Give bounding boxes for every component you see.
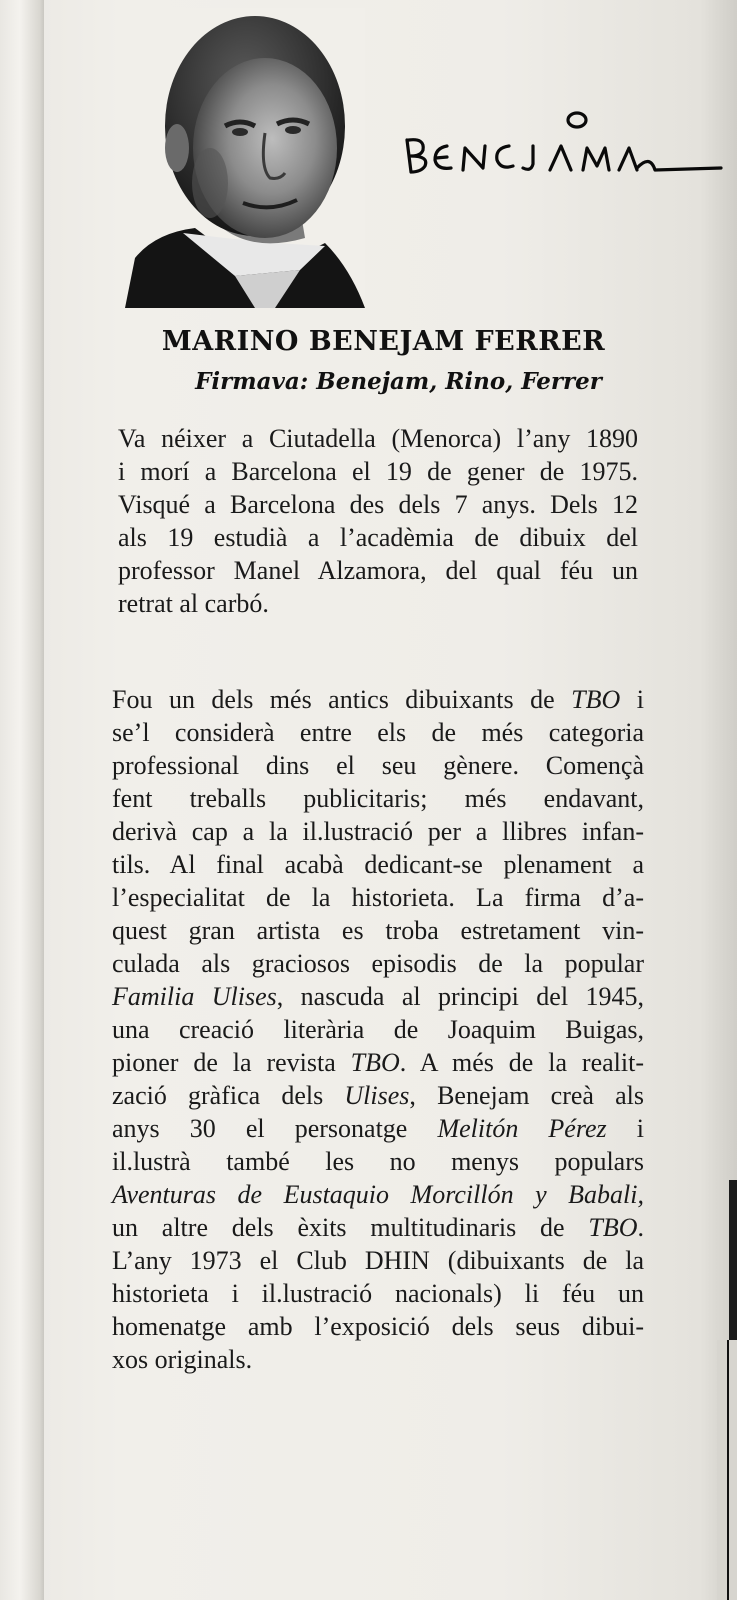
text-line: il.lustrà també les no menys populars [112, 1147, 644, 1176]
text-line: i morí a Barcelona el 19 de gener de 1975. [118, 457, 638, 486]
text-line: professor Manel Alzamora, del qual féu un [118, 556, 638, 585]
text-line: Va néixer a Ciutadella (Menorca) l’any 1890 [118, 424, 638, 453]
text-line: historieta i il.lustració nacionals) li féu un [112, 1279, 644, 1308]
biography-paragraph-2 [112, 683, 644, 1376]
text-line: anys 30 el personatge Melitón Pérez i [112, 1114, 644, 1143]
text-line: quest gran artista es troba estretament vin- [112, 916, 644, 945]
text-line: als 19 estudià a l’acadèmia de dibuix del [118, 523, 638, 552]
artist-name: MARINO BENEJAM FERRER [161, 326, 606, 357]
page-gutter [0, 0, 44, 1600]
signed-as-line: Firmava: Benejam, Rino, Ferrer [195, 368, 602, 395]
text-line: una creació literària de Joaquim Buigas, [112, 1015, 644, 1044]
biography-paragraph-1 [118, 422, 638, 620]
text-line: fent treballs publicitaris; més endavant, [112, 784, 644, 813]
text-line: Fou un dels més antics dibuixants de TBO i [112, 685, 644, 714]
text-line: professional dins el seu gènere. Començà [112, 751, 644, 780]
text-line: se’l considerà entre els de més categoria [112, 718, 644, 747]
text-line: Familia Ulises, nascuda al principi del 1945, [112, 982, 644, 1011]
portrait-photo [125, 8, 365, 308]
signature-image [405, 110, 725, 200]
text-line: zació gràfica dels Ulises, Benejam creà als [112, 1081, 644, 1110]
text-line: l’especialitat de la historieta. La firma d’a- [112, 883, 644, 912]
page-edge-border [717, 1340, 737, 1600]
text-line: derivà cap a la il.lustració per a llibres infan- [112, 817, 644, 846]
text-line: Visqué a Barcelona des dels 7 anys. Dels 12 [118, 490, 638, 519]
text-line: pioner de la revista TBO. A més de la realit- [112, 1048, 644, 1077]
text-line: L’any 1973 el Club DHIN (dibuixants de la [112, 1246, 644, 1275]
text-line: retrat al carbó. [118, 589, 269, 618]
text-line: un altre dels èxits multitudinaris de TBO. [112, 1213, 644, 1242]
text-line: xos originals. [112, 1345, 253, 1374]
text-line: tils. Al final acabà dedicant-se plenament a [112, 850, 644, 879]
text-line: culada als graciosos episodis de la popular [112, 949, 644, 978]
text-line: homenatge amb l’exposició dels seus dibui- [112, 1312, 644, 1341]
text-line: Aventuras de Eustaquio Morcillón y Babali, [112, 1180, 644, 1209]
